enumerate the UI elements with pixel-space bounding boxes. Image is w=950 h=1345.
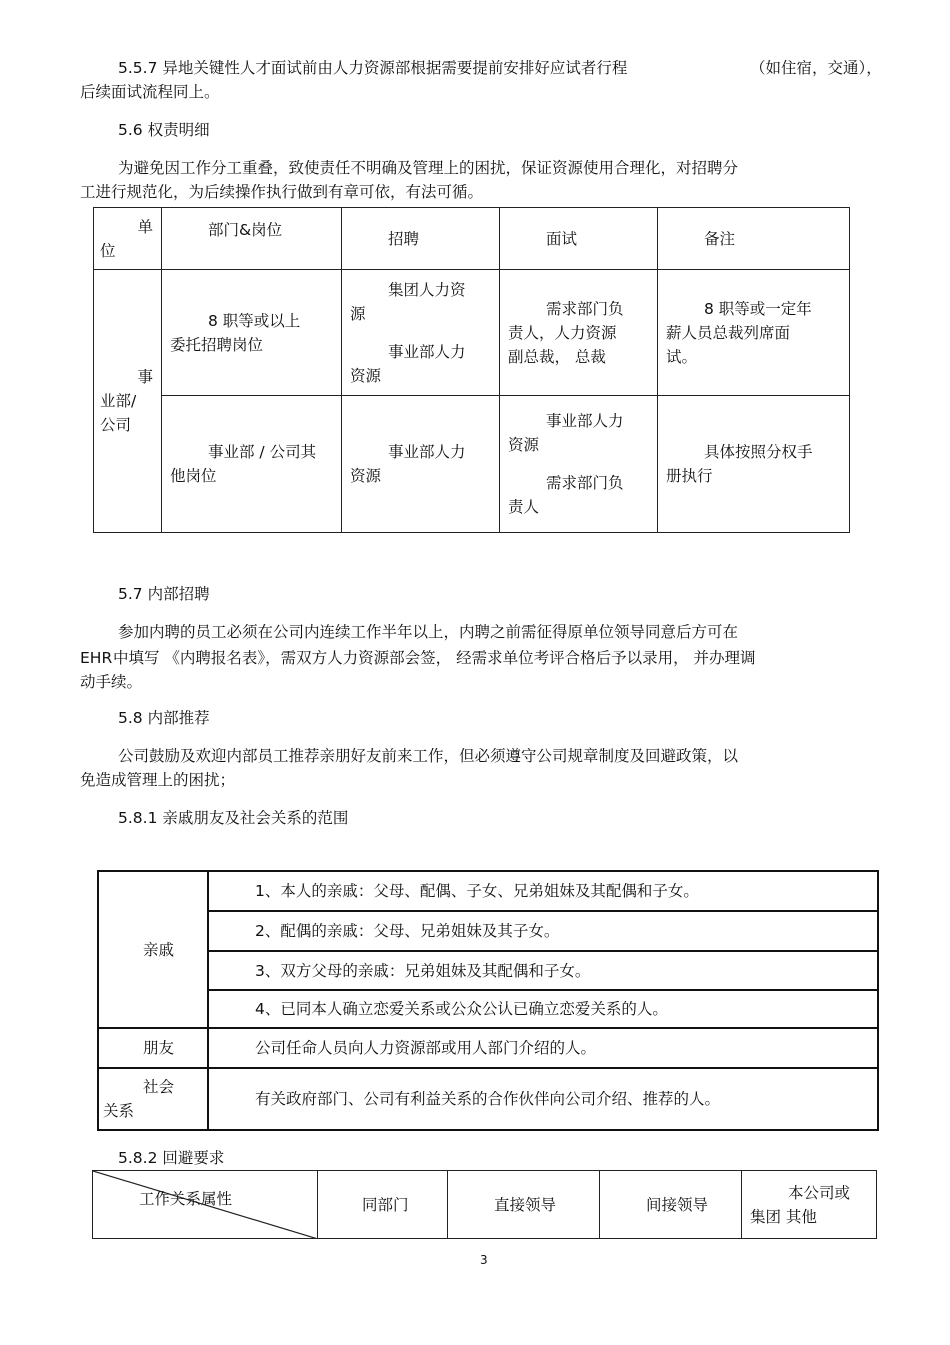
table-row [98, 911, 878, 951]
section-581-heading: 5.8.1 亲戚朋友及社会关系的范围 [118, 809, 349, 827]
para-56-line1: 为避免因工作分工重叠，致使责任不明确及管理上的困扰，保证资源使用合理化，对招聘分 [118, 159, 739, 177]
social-label: 社会 关系 [98, 1068, 208, 1130]
corner-label: 工作关系属性 [139, 1190, 233, 1208]
para-58-line2: 免造成管理上的困扰； [80, 771, 236, 789]
table-row [98, 990, 878, 1028]
list-item: 4、已同本人确立恋爱关系或公众公认已确立恋爱关系的人。 [208, 990, 878, 1028]
header-recruit: 招聘 [342, 208, 500, 270]
para-57-line3: 动手续。 [80, 673, 143, 691]
col-same-dept: 同部门 [318, 1171, 448, 1239]
para-57-line2: 中填写 《内聘报名表》，需双方人力资源部会签， 经需求单位考评合格后予以录用， 并办理调 [113, 649, 756, 667]
table-row [98, 871, 878, 911]
remark-cell: 具体按照分权手 册执行 [658, 396, 850, 533]
corner-cell [93, 1171, 318, 1239]
section-57-heading: 5.7 内部招聘 [118, 585, 210, 603]
table-header-row [93, 1171, 877, 1239]
friends-text: 公司任命人员向人力资源部或用人部门介绍的人。 [208, 1028, 878, 1068]
table-row [94, 270, 850, 396]
unit-cell: 事 业部/ 公司 [94, 270, 162, 533]
para-557-line2: 后续面试流程同上。 [80, 83, 220, 101]
para-557-line1-end: （如住宿，交通）， [750, 59, 882, 77]
section-58-heading: 5.8 内部推荐 [118, 709, 210, 727]
list-item: 2、配偶的亲戚：父母、兄弟姐妹及其子女。 [208, 911, 878, 951]
col-indirect-leader: 间接领导 [600, 1171, 742, 1239]
list-item: 3、双方父母的亲戚：兄弟姐妹及其配偶和子女。 [208, 951, 878, 990]
avoidance-table [92, 1170, 877, 1239]
table-row [98, 951, 878, 990]
para-56-line2: 工进行规范化，为后续操作执行做到有章可依，有法可循。 [80, 183, 484, 201]
table-row [94, 396, 850, 533]
para-58-line1: 公司鼓励及欢迎内部员工推荐亲朋好友前来工作，但必须遵守公司规章制度及回避政策，以 [118, 747, 739, 765]
table-row [98, 1028, 878, 1068]
header-unit: 单 位 [94, 208, 162, 270]
interview-cell: 需求部门负 责人，人力资源 副总裁， 总裁 [500, 270, 658, 396]
dept-cell: 事业部 / 公司其 他岗位 [162, 396, 342, 533]
para-557-line1: 5.5.7 异地关键性人才面试前由人力资源部根据需要提前安排好应试者行程 [118, 59, 628, 77]
header-interview: 面试 [500, 208, 658, 270]
social-text: 有关政府部门、公司有利益关系的合作伙伴向公司介绍、推荐的人。 [208, 1068, 878, 1130]
remark-cell: 8 职等或一定年 薪人员总裁列席面 试。 [658, 270, 850, 396]
dept-cell: 8 职等或以上 委托招聘岗位 [162, 270, 342, 396]
friends-label: 朋友 [98, 1028, 208, 1068]
para-57-line2-ehr: EHR [80, 649, 113, 667]
interview-cell: 事业部人力 资源 需求部门负 责人 [500, 396, 658, 533]
page-number: 3 [480, 1253, 488, 1267]
list-item: 1、本人的亲戚：父母、配偶、子女、兄弟姐妹及其配偶和子女。 [208, 871, 878, 911]
recruit-cell: 事业部人力 资源 [342, 396, 500, 533]
col-direct-leader: 直接领导 [448, 1171, 600, 1239]
table-header-row [94, 208, 850, 270]
section-582-heading: 5.8.2 回避要求 [118, 1149, 225, 1167]
relations-table [97, 870, 879, 1131]
relatives-label: 亲戚 [98, 871, 208, 1028]
recruit-cell: 集团人力资 源 事业部人力 资源 [342, 270, 500, 396]
header-dept: 部门&岗位 [162, 208, 342, 270]
para-57-line1: 参加内聘的员工必须在公司内连续工作半年以上，内聘之前需征得原单位领导同意后方可在 [118, 623, 739, 641]
table-row [98, 1068, 878, 1130]
section-56-heading: 5.6 权责明细 [118, 121, 210, 139]
responsibility-table [93, 207, 850, 533]
col-company-group: 本公司或 集团 其他 [742, 1171, 877, 1239]
header-remark: 备注 [658, 208, 850, 270]
